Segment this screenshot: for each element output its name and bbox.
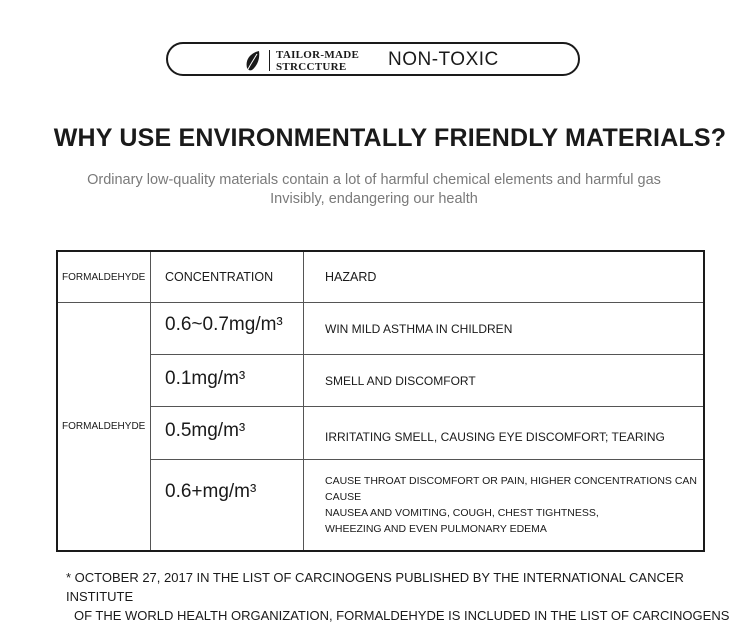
table-row [57, 355, 704, 407]
banner-tagline: NON-TOXIC [388, 49, 499, 70]
table-row [57, 407, 704, 460]
concentration-value: 0.6~0.7mg/m³ [165, 313, 283, 335]
subtitle-line-1: Ordinary low-quality materials contain a lot of harmful chemical elements and harmful gas [87, 172, 661, 188]
banner-divider [269, 50, 270, 71]
hazard-text: IRRITATING SMELL, CAUSING EYE DISCOMFORT; TEARING [325, 430, 665, 444]
concentration-value: 0.1mg/m³ [165, 367, 246, 389]
hazard-text [304, 473, 703, 537]
header-hazard [304, 251, 705, 303]
leaf-icon [244, 50, 262, 72]
brand-banner [166, 42, 580, 76]
header-concentration-label: CONCENTRATION [165, 270, 274, 284]
concentration-value: 0.5mg/m³ [165, 420, 246, 441]
hazard-text: WIN MILD ASTHMA IN CHILDREN [325, 321, 513, 336]
brand-name [276, 49, 359, 73]
header-hazard-label: HAZARD [325, 270, 377, 284]
page-subtitle [0, 171, 748, 209]
footnote-line-1: * OCTOBER 27, 2017 IN THE LIST OF CARCINOGENS PUBLISHED BY THE INTERNATIONAL CANCER INSTITUTE [66, 570, 684, 604]
brand-line-2: STRCCTURE [276, 61, 347, 73]
hazard-cell [304, 407, 705, 460]
hazard-line-1: CAUSE THROAT DISCOMFORT OR PAIN, HIGHER CONCENTRATIONS CAN CAUSE [325, 474, 698, 503]
footnote [66, 568, 750, 625]
group-label-formaldehyde: FORMALDEHYDE [57, 303, 151, 551]
formaldehyde-hazard-table [56, 250, 705, 552]
table-row [57, 303, 704, 355]
header-formaldehyde: FORMALDEHYDE [57, 251, 151, 303]
concentration-value: 0.6+mg/m³ [165, 480, 257, 502]
concentration-cell [151, 355, 304, 407]
hazard-cell [304, 460, 705, 551]
page-headline: WHY USE ENVIRONMENTALLY FRIENDLY MATERIALS? [53, 124, 727, 152]
header-concentration [151, 251, 304, 303]
concentration-cell [151, 460, 304, 551]
hazard-line-3: WHEEZING AND EVEN PULMONARY EDEMA [325, 522, 547, 535]
hazard-text: SMELL AND DISCOMFORT [325, 373, 476, 388]
hazard-line-2: NAUSEA AND VOMITING, COUGH, CHEST TIGHTNESS, [325, 506, 599, 519]
hazard-cell [304, 355, 705, 407]
table-header-row [57, 251, 704, 303]
table-row [57, 460, 704, 551]
brand-line-1: TAILOR-MADE [276, 49, 360, 61]
concentration-cell [151, 303, 304, 355]
hazard-cell [304, 303, 705, 355]
concentration-cell [151, 407, 304, 460]
footnote-line-2: OF THE WORLD HEALTH ORGANIZATION, FORMALDEHYDE IS INCLUDED IN THE LIST OF CARCINOGENS [74, 608, 730, 623]
subtitle-line-2: Invisibly, endangering our health [270, 191, 478, 207]
